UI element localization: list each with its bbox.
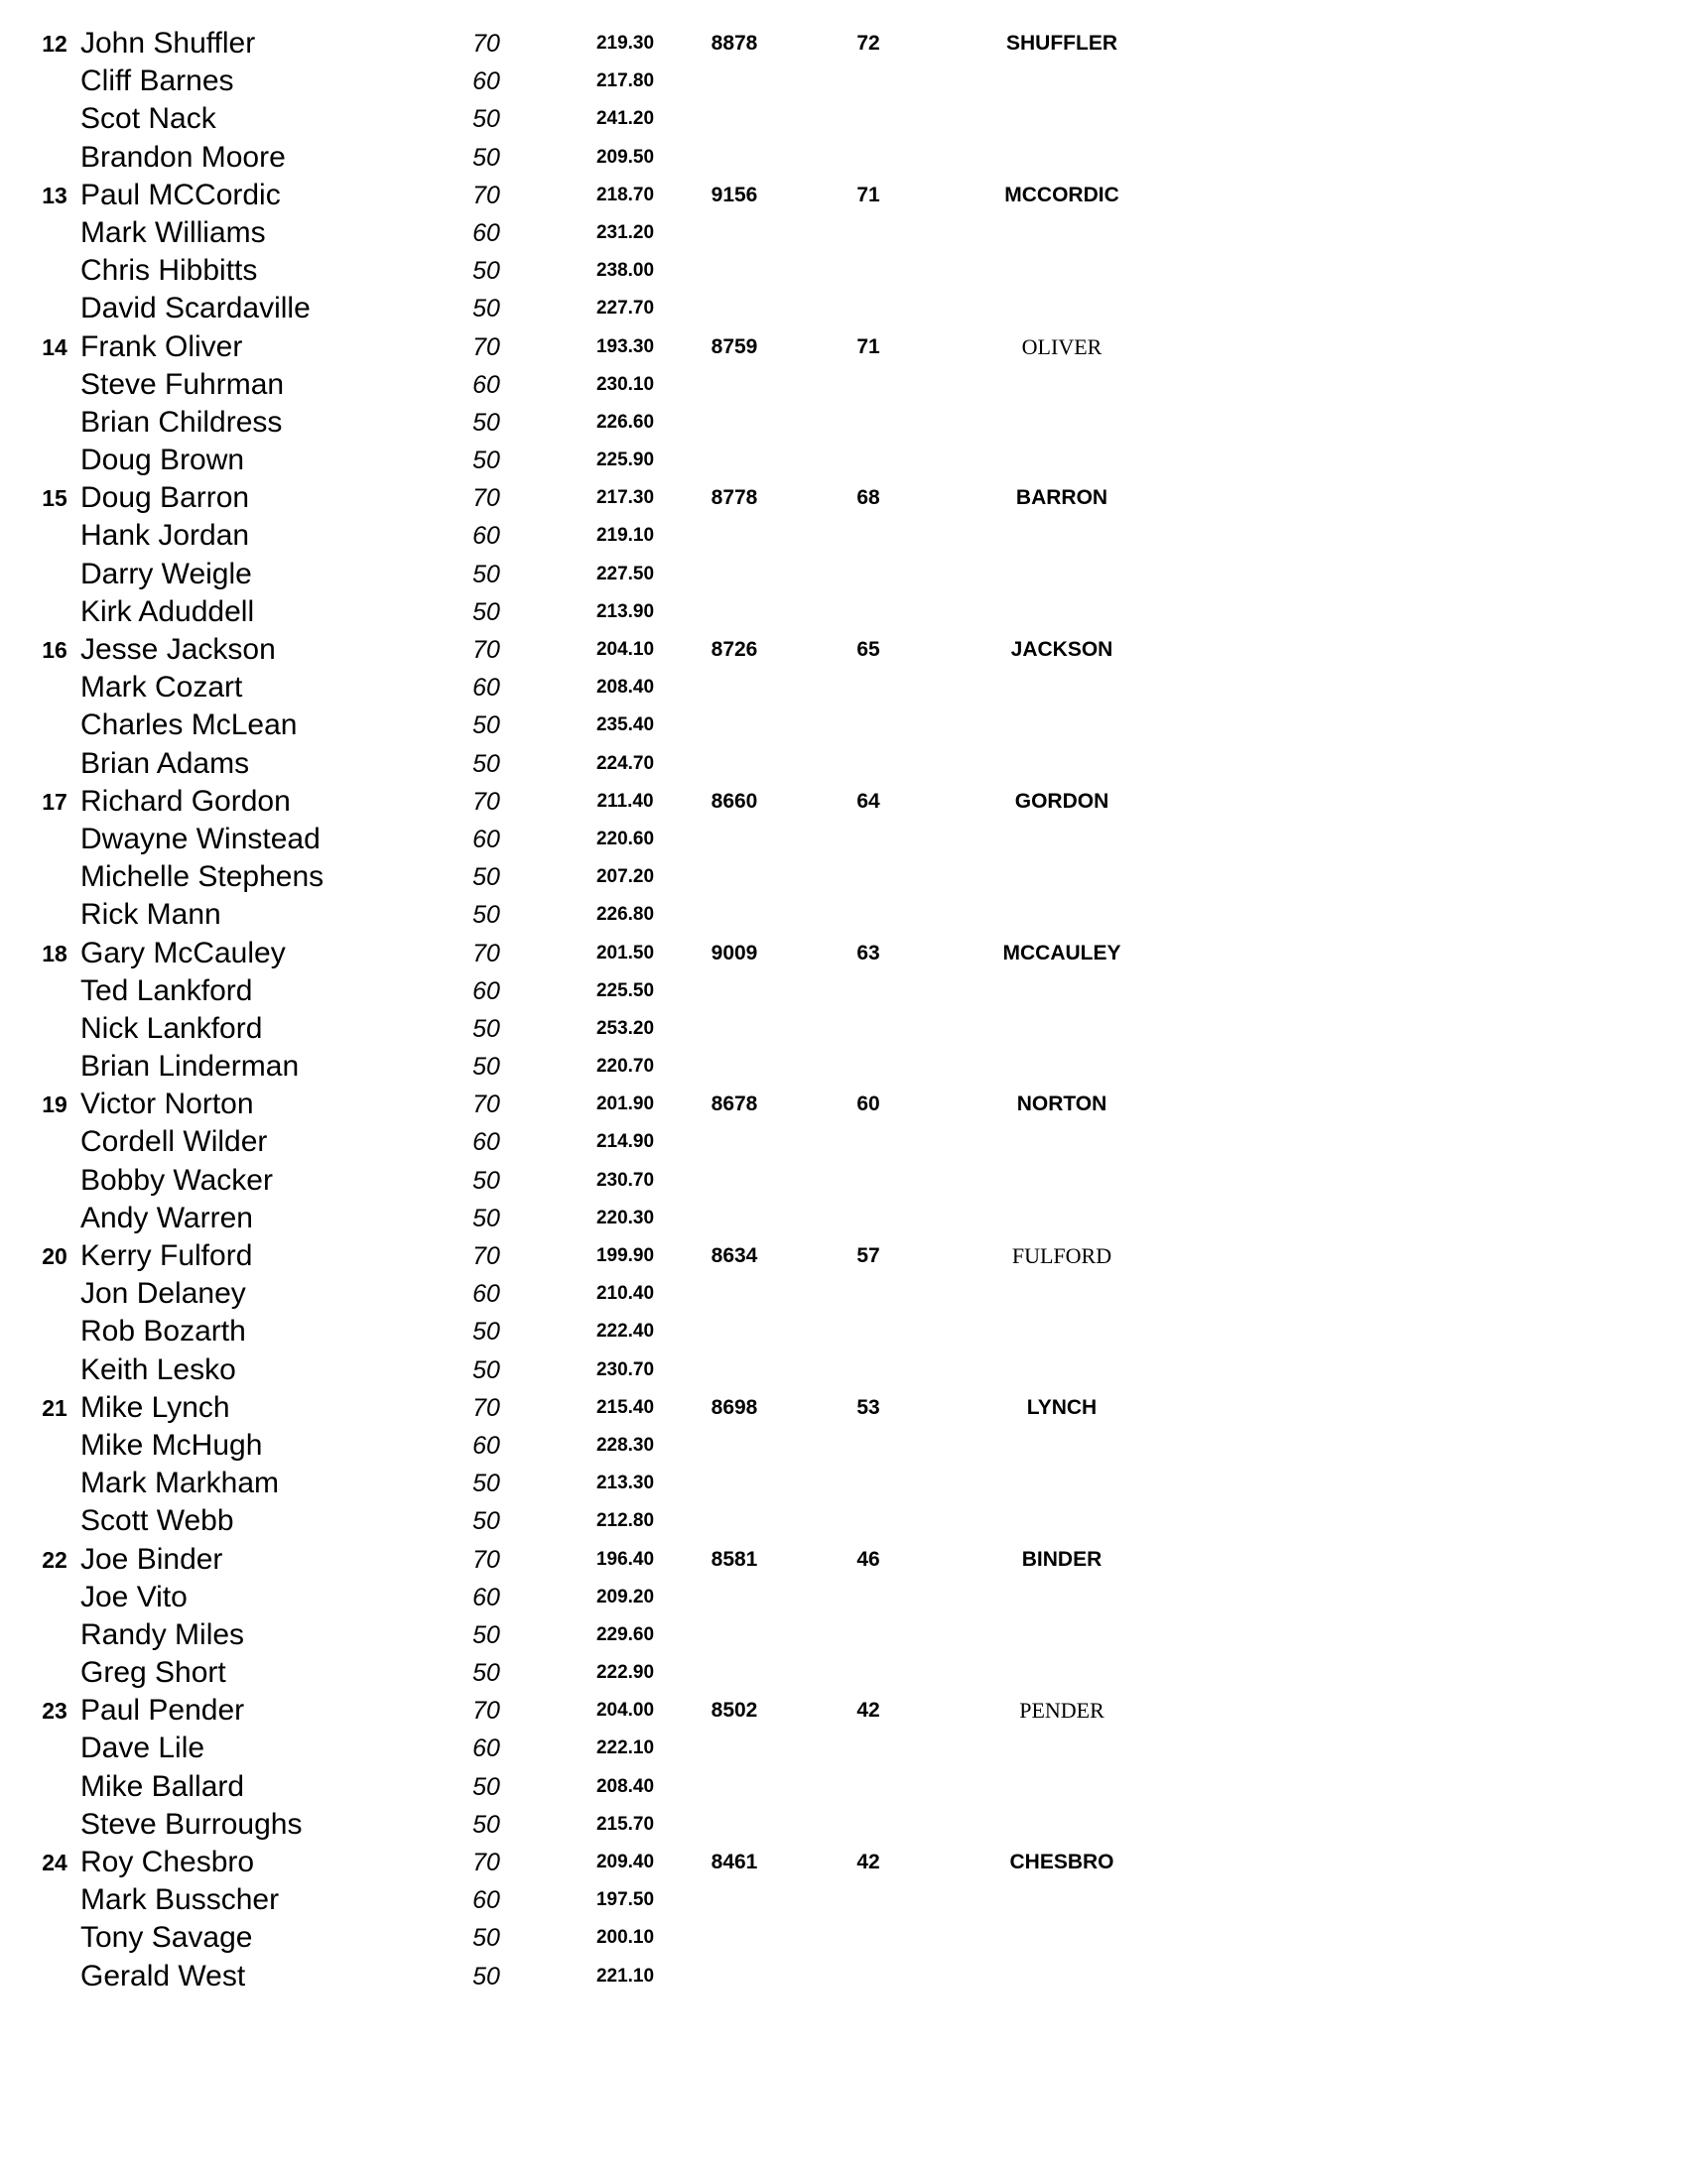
bowler-average: 235.40 [595,714,655,736]
team-rank: 20 [42,1243,67,1269]
bowler-handicap: 50 [472,447,500,475]
bowler-average: 193.30 [595,335,655,357]
bowler-average: 213.90 [595,600,655,622]
bowler-handicap: 60 [472,1886,500,1915]
standings-sheet [0,25,1687,1995]
bowler-name: Mark Markham [80,1467,280,1500]
bowler-average: 220.70 [595,1056,655,1078]
bowler-average: 241.20 [595,108,655,130]
bowler-name: Kerry Fulford [80,1239,253,1272]
team-rank: 23 [42,1698,67,1725]
bowler-name: David Scardaville [80,292,311,325]
team-name: SHUFFLER [1006,32,1117,55]
bowler-name: Brandon Moore [80,140,286,174]
team-total-pins: 9156 [711,183,758,206]
bowler-name: Mike Ballard [80,1769,245,1803]
team-lead-row [0,1389,1687,1427]
bowler-row [0,1313,1687,1350]
team-lead-row [0,935,1687,972]
bowler-name: Kirk Aduddell [80,594,255,628]
team-points: 60 [856,1092,880,1116]
bowler-row [0,556,1687,593]
bowler-handicap: 50 [472,597,500,626]
bowler-handicap: 50 [472,1166,500,1195]
bowler-average: 209.40 [595,1852,655,1872]
team-name: FULFORD [1011,1243,1112,1268]
team-lead-row [0,1541,1687,1579]
bowler-name: Joe Binder [80,1542,223,1576]
bowler-name: Nick Lankford [80,1011,263,1045]
bowler-average: 226.60 [595,411,655,433]
bowler-name: Randy Miles [80,1617,245,1651]
bowler-average: 221.10 [595,1965,655,1987]
bowler-handicap: 70 [472,30,500,58]
bowler-average: 229.60 [595,1623,655,1645]
team-rank: 14 [42,333,67,360]
bowler-average: 207.20 [595,866,655,888]
bowler-handicap: 50 [472,1014,500,1043]
bowler-average: 196.40 [595,1548,655,1570]
bowler-handicap: 70 [472,1091,500,1119]
bowler-name: Doug Brown [80,444,245,477]
bowler-average: 220.30 [595,1207,655,1228]
team-points: 65 [856,638,880,661]
bowler-row [0,1881,1687,1919]
team-group [0,783,1687,935]
bowler-name: Mark Busscher [80,1883,280,1917]
team-points: 68 [856,486,880,510]
bowler-handicap: 50 [472,1204,500,1232]
team-name: NORTON [1016,1092,1107,1116]
team-group [0,1086,1687,1237]
bowler-name: Steve Burroughs [80,1807,303,1841]
bowler-name: John Shuffler [80,27,256,60]
bowler-name: Chris Hibbitts [80,254,258,288]
bowler-average: 238.00 [595,260,655,282]
bowler-handicap: 50 [472,1659,500,1688]
bowler-handicap: 50 [472,1355,500,1384]
team-group [0,1389,1687,1541]
bowler-average: 230.70 [595,1169,655,1191]
team-lead-row [0,631,1687,669]
team-name: JACKSON [1010,638,1113,661]
team-group [0,1692,1687,1844]
bowler-handicap: 60 [472,370,500,399]
bowler-handicap: 50 [472,257,500,286]
bowler-average: 219.10 [595,525,655,547]
bowler-average: 222.90 [595,1662,655,1684]
bowler-row [0,404,1687,442]
bowler-name: Andy Warren [80,1201,253,1234]
bowler-row [0,139,1687,177]
team-total-pins: 8660 [711,789,758,813]
team-group [0,935,1687,1087]
bowler-name: Keith Lesko [80,1352,236,1386]
bowler-handicap: 60 [472,976,500,1005]
bowler-row [0,366,1687,404]
bowler-handicap: 70 [472,1242,500,1270]
team-lead-row [0,1692,1687,1730]
bowler-row [0,896,1687,934]
bowler-name: Rick Mann [80,898,221,932]
bowler-row [0,972,1687,1010]
bowler-row [0,442,1687,479]
bowler-name: Mike McHugh [80,1428,263,1462]
team-lead-row [0,479,1687,517]
team-points: 42 [856,1699,880,1723]
bowler-name: Jesse Jackson [80,633,276,666]
bowler-average: 230.10 [595,373,655,395]
bowler-handicap: 70 [472,939,500,967]
bowler-average: 218.70 [595,184,655,205]
bowler-name: Paul Pender [80,1694,245,1728]
bowler-name: Joe Vito [80,1580,188,1613]
bowler-row [0,1806,1687,1844]
bowler-handicap: 60 [472,522,500,551]
bowler-row [0,1958,1687,1995]
bowler-name: Cordell Wilder [80,1125,268,1159]
bowler-average: 222.40 [595,1321,655,1343]
team-lead-row [0,1844,1687,1881]
team-rank: 16 [42,637,67,663]
bowler-name: Cliff Barnes [80,64,234,98]
bowler-handicap: 50 [472,143,500,172]
bowler-row [0,290,1687,327]
bowler-name: Dave Lile [80,1732,205,1765]
bowler-handicap: 70 [472,1393,500,1422]
bowler-average: 212.80 [595,1510,655,1532]
bowler-average: 208.40 [595,1775,655,1797]
bowler-average: 230.70 [595,1358,655,1380]
team-name: PENDER [1019,1698,1104,1724]
bowler-average: 226.80 [595,904,655,926]
bowler-name: Bobby Wacker [80,1163,273,1197]
team-total-pins: 8878 [711,32,758,55]
bowler-name: Scot Nack [80,102,216,136]
bowler-average: 224.70 [595,752,655,774]
bowler-row [0,214,1687,252]
bowler-name: Mark Cozart [80,671,243,705]
bowler-handicap: 60 [472,1128,500,1157]
team-group [0,1237,1687,1389]
bowler-handicap: 50 [472,1507,500,1536]
bowler-handicap: 60 [472,1280,500,1309]
bowler-name: Brian Childress [80,405,283,439]
bowler-name: Roy Chesbro [80,1846,255,1878]
bowler-handicap: 60 [472,1734,500,1763]
bowler-row [0,1616,1687,1654]
bowler-average: 208.40 [595,677,655,699]
team-points: 63 [856,941,880,964]
bowler-average: 209.20 [595,1586,655,1607]
bowler-row [0,593,1687,631]
bowler-row [0,517,1687,555]
team-name: OLIVER [1021,333,1103,359]
bowler-name: Michelle Stephens [80,860,324,894]
bowler-handicap: 50 [472,1318,500,1347]
bowler-name: Hank Jordan [80,519,250,553]
bowler-name: Gary McCauley [80,936,286,969]
bowler-average: 222.10 [595,1737,655,1759]
bowler-average: 217.80 [595,70,655,92]
bowler-handicap: 50 [472,1772,500,1801]
bowler-name: Gerald West [80,1959,246,1992]
bowler-average: 219.30 [595,33,655,54]
bowler-name: Richard Gordon [80,784,291,818]
team-total-pins: 9009 [711,941,758,964]
bowler-row [0,707,1687,744]
bowler-average: 199.90 [595,1245,655,1266]
team-rank: 22 [42,1546,67,1573]
bowler-average: 253.20 [595,1017,655,1039]
bowler-average: 220.60 [595,828,655,849]
team-name: GORDON [1014,789,1109,813]
bowler-handicap: 60 [472,825,500,853]
bowler-row [0,1919,1687,1957]
team-total-pins: 8698 [711,1395,758,1419]
team-lead-row [0,177,1687,214]
team-name: BINDER [1021,1547,1103,1571]
team-total-pins: 8634 [711,1244,758,1267]
bowler-handicap: 50 [472,1620,500,1649]
team-points: 46 [856,1547,880,1571]
bowler-name: Paul MCCordic [80,178,281,211]
bowler-average: 231.20 [595,221,655,243]
team-group [0,25,1687,177]
bowler-handicap: 60 [472,1583,500,1611]
team-rank: 15 [42,485,67,512]
bowler-handicap: 60 [472,674,500,703]
bowler-handicap: 50 [472,863,500,892]
team-total-pins: 8461 [711,1851,758,1873]
bowler-name: Darry Weigle [80,557,252,590]
bowler-handicap: 70 [472,636,500,664]
team-name: BARRON [1015,486,1108,510]
bowler-name: Charles McLean [80,708,298,742]
team-rank: 17 [42,788,67,815]
bowler-handicap: 60 [472,67,500,96]
bowler-name: Rob Bozarth [80,1315,246,1349]
bowler-row [0,1579,1687,1616]
bowler-row [0,669,1687,707]
team-group [0,1541,1687,1693]
bowler-average: 204.10 [595,639,655,660]
team-points: 71 [856,334,880,358]
bowler-average: 201.50 [595,942,655,964]
bowler-name: Victor Norton [80,1088,254,1121]
team-points: 71 [856,183,880,206]
team-name: MCCORDIC [1004,183,1119,206]
team-points: 57 [856,1244,880,1267]
bowler-average: 201.90 [595,1093,655,1115]
bowler-row [0,858,1687,896]
bowler-row [0,1010,1687,1048]
bowler-handicap: 50 [472,1810,500,1839]
bowler-average: 217.30 [595,487,655,509]
bowler-handicap: 60 [472,1431,500,1460]
team-points: 64 [856,789,880,813]
bowler-handicap: 70 [472,1545,500,1574]
bowler-row [0,252,1687,290]
team-rank: 19 [42,1092,67,1118]
team-rank: 12 [42,31,67,57]
bowler-row [0,1465,1687,1502]
bowler-row [0,63,1687,100]
bowler-handicap: 70 [472,1697,500,1726]
bowler-row [0,821,1687,858]
bowler-average: 228.30 [595,1434,655,1456]
bowler-row [0,1123,1687,1161]
team-lead-row [0,328,1687,366]
team-name: LYNCH [1026,1395,1098,1419]
bowler-handicap: 50 [472,1962,500,1991]
bowler-handicap: 50 [472,560,500,588]
team-lead-row [0,1086,1687,1123]
bowler-name: Scott Webb [80,1504,234,1538]
bowler-handicap: 70 [472,332,500,361]
team-points: 72 [856,32,880,55]
team-total-pins: 8502 [711,1699,758,1723]
bowler-row [0,1200,1687,1237]
bowler-average: 210.40 [595,1283,655,1305]
bowler-name: Brian Adams [80,746,250,780]
bowler-name: Brian Linderman [80,1050,300,1084]
bowler-average: 197.50 [595,1889,655,1911]
team-group [0,328,1687,480]
team-points: 42 [856,1851,880,1873]
bowler-handicap: 50 [472,749,500,778]
bowler-row [0,1351,1687,1389]
bowler-handicap: 50 [472,1470,500,1498]
bowler-average: 211.40 [596,790,654,812]
team-total-pins: 8759 [711,334,758,358]
team-total-pins: 8726 [711,638,758,661]
team-rank: 24 [42,1850,67,1875]
team-rank: 18 [42,940,67,966]
team-group [0,479,1687,631]
bowler-handicap: 70 [472,1849,500,1876]
bowler-name: Frank Oliver [80,329,243,363]
bowler-row [0,1427,1687,1465]
bowler-name: Jon Delaney [80,1277,246,1311]
bowler-name: Greg Short [80,1656,226,1690]
bowler-handicap: 50 [472,1924,500,1953]
bowler-handicap: 50 [472,901,500,930]
team-rank: 21 [42,1394,67,1421]
bowler-handicap: 70 [472,787,500,816]
bowler-average: 204.00 [595,1700,655,1722]
bowler-row [0,1730,1687,1767]
bowler-name: Mike Lynch [80,1390,230,1424]
bowler-handicap: 50 [472,105,500,134]
bowler-average: 215.40 [595,1396,655,1418]
bowler-average: 227.70 [595,298,655,320]
team-name: CHESBRO [1009,1851,1114,1873]
team-lead-row [0,1237,1687,1275]
team-lead-row [0,783,1687,821]
bowler-row [0,1502,1687,1540]
bowler-average: 227.50 [595,563,655,584]
bowler-row [0,1654,1687,1692]
team-total-pins: 8581 [711,1547,758,1571]
bowler-row [0,1768,1687,1806]
bowler-average: 209.50 [595,146,655,168]
bowler-handicap: 60 [472,218,500,247]
bowler-average: 200.10 [595,1927,655,1949]
team-total-pins: 8778 [711,486,758,510]
team-rank: 13 [42,182,67,208]
bowler-row [0,1162,1687,1200]
bowler-name: Steve Fuhrman [80,367,285,401]
bowler-average: 214.90 [595,1131,655,1153]
bowler-row [0,1275,1687,1313]
bowler-name: Dwayne Winstead [80,822,321,855]
bowler-average: 225.90 [595,450,655,471]
bowler-handicap: 50 [472,408,500,437]
bowler-name: Tony Savage [80,1921,253,1955]
bowler-handicap: 50 [472,1053,500,1082]
team-lead-row [0,25,1687,63]
team-group [0,631,1687,783]
bowler-name: Ted Lankford [80,973,253,1007]
bowler-handicap: 50 [472,711,500,740]
bowler-row [0,100,1687,138]
bowler-average: 225.50 [595,979,655,1001]
bowler-handicap: 70 [472,181,500,209]
bowler-name: Mark Williams [80,215,266,249]
team-points: 53 [856,1395,880,1419]
bowler-average: 213.30 [595,1473,655,1494]
team-name: MCCAULEY [1002,941,1121,964]
bowler-row [0,745,1687,783]
team-group [0,177,1687,328]
bowler-average: 215.70 [595,1813,655,1835]
team-group [0,1844,1687,1995]
bowler-handicap: 50 [472,295,500,323]
team-total-pins: 8678 [711,1092,758,1116]
bowler-row [0,1048,1687,1086]
bowler-handicap: 70 [472,484,500,513]
bowler-name: Doug Barron [80,481,250,515]
